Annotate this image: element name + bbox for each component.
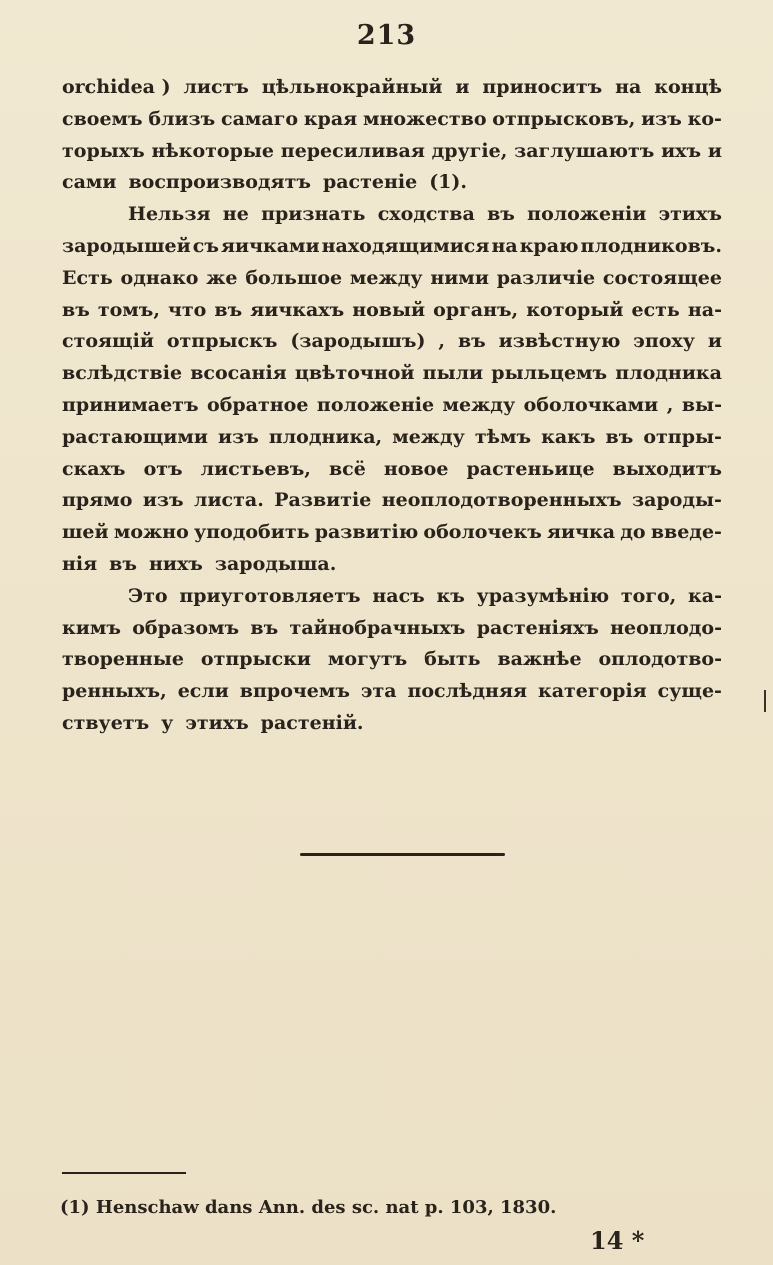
footnote: (1) Henschaw dans Ann. des sc. nat p. 103, 1830. [60, 1197, 557, 1218]
word: категорія [537, 680, 647, 703]
word: ка- [688, 584, 722, 607]
word: обратное [207, 393, 309, 416]
word: ними [430, 266, 489, 289]
word: важнѣе [497, 648, 582, 671]
text-line [62, 326, 722, 358]
word: orchidea ) [62, 76, 171, 98]
word: ко- [687, 107, 722, 130]
word: листа. [194, 489, 264, 512]
word: между [442, 393, 516, 416]
word: положеніе [316, 393, 435, 416]
word: органъ, [433, 298, 519, 321]
word: уподобить [193, 521, 310, 544]
word: не [222, 203, 249, 226]
word: яичка [546, 521, 616, 544]
paragraph [62, 72, 722, 199]
word: быть [424, 648, 481, 671]
word: съ [192, 234, 219, 257]
text-line [62, 136, 722, 168]
word: торыхъ [62, 139, 145, 162]
word: что [167, 298, 207, 321]
page-number: 213 [356, 20, 417, 51]
word: близъ [148, 107, 216, 130]
word: растающими [62, 425, 208, 448]
word: скахъ [62, 457, 126, 480]
word: однако [120, 266, 199, 289]
word: того, [620, 584, 677, 607]
word: на- [687, 298, 722, 321]
word: отпрысковъ, [492, 107, 636, 130]
word: изъ [641, 107, 682, 130]
word: приуготовляетъ [179, 584, 361, 607]
word: яичкахъ [250, 298, 345, 321]
word: нихъ [148, 552, 203, 575]
word: самаго [221, 107, 299, 130]
word: какъ [541, 425, 596, 448]
word: въ [62, 298, 90, 321]
word: ренныхъ, [62, 680, 167, 703]
text-line [62, 104, 722, 136]
word: къ [436, 584, 465, 607]
word: шей [62, 521, 109, 544]
text-line [62, 708, 722, 740]
word: до [620, 521, 646, 544]
word: изъ [218, 425, 259, 448]
text-line [62, 390, 722, 422]
word: различіе [496, 266, 596, 289]
text-line [62, 454, 722, 486]
word: всё [328, 457, 366, 480]
word: растеній. [260, 711, 364, 734]
word: этихъ [185, 711, 249, 734]
word: края [303, 107, 358, 130]
text-line [62, 485, 722, 517]
text-line [62, 517, 722, 549]
margin-mark [764, 690, 766, 712]
text-line [62, 263, 722, 295]
word: эпоху [633, 330, 695, 353]
word: у [161, 711, 174, 734]
word: нія [62, 552, 98, 575]
word: впрочемъ [239, 680, 350, 703]
word: на [491, 234, 518, 257]
word: большое [245, 266, 343, 289]
word: рыльцемъ [491, 362, 608, 385]
word: новое [383, 457, 449, 480]
word: всосанія [190, 362, 287, 385]
text-line [62, 231, 722, 263]
word: своемъ [62, 107, 143, 130]
word: же [206, 266, 238, 289]
word: сходства [377, 203, 475, 226]
word: растеніяхъ [476, 616, 599, 639]
word: растеньице [466, 457, 595, 480]
word: зароды- [631, 489, 722, 512]
word: прямо [62, 489, 133, 512]
text-line [62, 72, 722, 104]
word: неоплодотворенныхъ [381, 489, 622, 512]
word: стоящій [62, 330, 154, 353]
word: , [666, 393, 674, 416]
word: введе- [650, 521, 722, 544]
word: цвѣточной [294, 362, 415, 385]
text-line [62, 676, 722, 708]
word: приноситъ [482, 76, 603, 98]
word: суще- [657, 680, 722, 703]
text-line [62, 295, 722, 327]
text-line [62, 422, 722, 454]
word: и [455, 76, 470, 98]
word: въ [457, 330, 486, 353]
section-divider [300, 853, 505, 856]
word: плодника [615, 362, 722, 385]
word: плодника, [268, 425, 383, 448]
word: и [707, 139, 722, 162]
word: Это [128, 584, 168, 607]
word: отпрыски [200, 648, 311, 671]
word: Развитіе [274, 489, 372, 512]
word: сами [62, 171, 117, 194]
word: въ [214, 298, 243, 321]
word: кимъ [62, 616, 121, 639]
word: оплодотво- [598, 648, 722, 671]
word: въ [109, 552, 137, 575]
word: эта [360, 680, 397, 703]
text-line [62, 644, 722, 676]
text-line [62, 613, 722, 645]
word: изъ [142, 489, 184, 512]
word: множество [362, 107, 487, 130]
word: новый [352, 298, 426, 321]
text-line [62, 581, 722, 613]
word: оболочекъ [423, 521, 542, 544]
word: листьевъ, [200, 457, 311, 480]
word: образомъ [132, 616, 240, 639]
word: ствуетъ [62, 711, 150, 734]
word: (1). [429, 171, 468, 194]
word: между [349, 266, 423, 289]
word: находящимися [321, 234, 490, 257]
word: пересиливая [280, 139, 425, 162]
word: воспроизводятъ [128, 171, 311, 194]
word: извѣстную [498, 330, 621, 353]
word: признать [261, 203, 366, 226]
text-line [62, 549, 722, 581]
word: между [392, 425, 465, 448]
word: другіе, [431, 139, 508, 162]
word: послѣдняя [407, 680, 528, 703]
word: нѣкоторые [151, 139, 274, 162]
word: краю [519, 234, 579, 257]
word: Нельзя [128, 203, 211, 226]
text-line [62, 199, 722, 231]
word: и [707, 330, 722, 353]
word: зародышей [62, 234, 191, 257]
word: насъ [372, 584, 425, 607]
word: въ [487, 203, 515, 226]
word: могутъ [327, 648, 408, 671]
word: концѣ [654, 76, 722, 98]
word: , [438, 330, 445, 353]
word: вы- [681, 393, 722, 416]
word: творенные [62, 648, 184, 671]
text-line [62, 167, 722, 199]
text-line [62, 358, 722, 390]
word: тайнобрачныхъ [289, 616, 466, 639]
word: если [177, 680, 229, 703]
word: вслѣдствіе [62, 362, 183, 385]
word: на [615, 76, 642, 98]
paragraph [62, 199, 722, 581]
word: оболочками [523, 393, 659, 416]
word: отъ [143, 457, 183, 480]
signature-mark: 14 * [590, 1226, 645, 1255]
word: заглушаютъ [514, 139, 655, 162]
word: принимаетъ [62, 393, 199, 416]
word: есть [631, 298, 680, 321]
word: который [526, 298, 624, 321]
word: уразумѣнію [476, 584, 610, 607]
word: плодниковъ. [580, 234, 722, 257]
word: зародыша. [214, 552, 337, 575]
word: выходитъ [612, 457, 722, 480]
word: пыли [422, 362, 484, 385]
body-text [62, 72, 722, 740]
word: отпрыскъ [166, 330, 278, 353]
word: (зародышъ) [290, 330, 426, 353]
word: въ [250, 616, 279, 639]
paragraph [62, 581, 722, 740]
word: неоплодо- [610, 616, 722, 639]
word: въ [605, 425, 634, 448]
word: Есть [62, 266, 113, 289]
word: отпры- [643, 425, 722, 448]
word: томъ, [97, 298, 160, 321]
word: яичками [220, 234, 320, 257]
footnote-divider [62, 1172, 186, 1174]
word: тѣмъ [474, 425, 532, 448]
word: можно [113, 521, 189, 544]
word: состоящее [602, 266, 722, 289]
word: листъ [183, 76, 249, 98]
word: положеніи [527, 203, 647, 226]
word: развитію [314, 521, 419, 544]
word: этихъ [658, 203, 722, 226]
word: цѣльнокрайный [261, 76, 443, 98]
word: растеніе [322, 171, 418, 194]
word: ихъ [661, 139, 702, 162]
